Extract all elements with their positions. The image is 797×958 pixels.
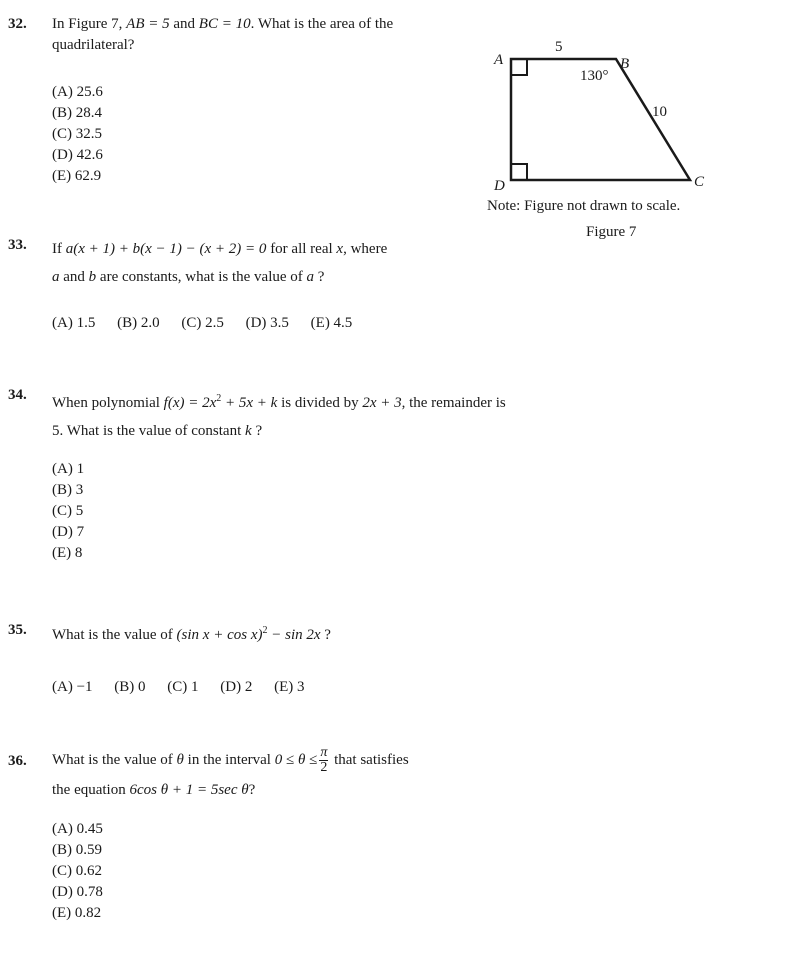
answer-option[interactable]: (C) 1	[167, 679, 199, 695]
text-segment: in the interval	[187, 752, 271, 768]
side-label-ab: 5	[555, 39, 563, 55]
question-text	[52, 745, 508, 805]
figure-note: Note: Figure not drawn to scale.	[487, 198, 681, 214]
question-text	[52, 235, 508, 291]
answer-option[interactable]: (B) 0.59	[52, 842, 102, 859]
answer-option[interactable]: (C) 32.5	[52, 126, 102, 142]
text-segment: that satisfies	[334, 752, 409, 768]
math-expression: + 5x + k	[225, 395, 278, 411]
math-expression: 6cos θ + 1 = 5sec θ	[129, 782, 249, 799]
text-segment: and	[63, 269, 85, 285]
text-segment: What is the value of	[52, 752, 173, 768]
vertex-label-d: D	[494, 178, 505, 194]
math-variable: a	[306, 269, 315, 285]
question-number: 34.	[8, 387, 27, 403]
question-32	[8, 14, 478, 187]
right-angle-marker-d	[511, 164, 527, 180]
text-segment: the equation	[52, 782, 126, 799]
right-angle-marker-a	[511, 59, 527, 75]
math-expression: AB = 5	[126, 16, 170, 32]
vertex-label-c: C	[694, 174, 705, 190]
answer-option[interactable]: (A) 1.5	[52, 315, 96, 331]
math-variable: k	[245, 423, 252, 439]
text-segment: is divided by	[281, 395, 359, 411]
fraction-numerator: π	[320, 745, 328, 761]
answer-option[interactable]: (B) 0	[114, 679, 146, 695]
answer-option[interactable]: (A) 0.45	[52, 821, 103, 838]
text-segment: In Figure 7,	[52, 16, 123, 32]
math-expression: f(x) = 2x	[163, 395, 217, 411]
figure-7-trapezoid	[470, 30, 790, 250]
answer-option[interactable]: (D) 0.78	[52, 884, 103, 901]
answer-option[interactable]: (E) 62.9	[52, 168, 102, 184]
fraction-denominator: 2	[320, 760, 328, 776]
vertex-label-b: B	[620, 56, 630, 72]
math-variable: a	[52, 269, 60, 285]
text-segment: , the remainder is 5. What is the value of constant	[52, 395, 506, 439]
math-variable: x	[336, 241, 344, 257]
math-expression: a(x + 1) + b(x − 1) − (x + 2) = 0	[65, 241, 267, 257]
answer-option[interactable]: (D) 42.6	[52, 147, 103, 163]
text-segment: ?	[248, 782, 256, 799]
text-segment: . What is the area of the quadrilateral?	[52, 16, 394, 53]
math-expression: BC = 10	[198, 16, 251, 32]
text-segment: for all real	[270, 241, 333, 257]
answer-option[interactable]: (C) 2.5	[181, 315, 224, 331]
math-variable: θ	[176, 752, 184, 768]
math-expression: 2x + 3	[362, 395, 402, 411]
answer-option[interactable]: (D) 2	[220, 679, 253, 695]
answer-option[interactable]: (A) 1	[52, 461, 85, 477]
math-exponent: 2	[216, 393, 222, 404]
answer-options	[52, 313, 508, 334]
text-segment: , where	[343, 241, 388, 257]
answer-options	[52, 677, 508, 698]
question-text	[52, 620, 508, 646]
math-expression: − sin 2x	[271, 627, 321, 643]
answer-option[interactable]: (C) 5	[52, 503, 84, 519]
question-number: 32.	[8, 16, 27, 32]
text-segment: ?	[255, 423, 263, 439]
text-segment: ?	[317, 269, 325, 285]
answer-option[interactable]: (C) 0.62	[52, 863, 102, 880]
answer-option[interactable]: (A) 25.6	[52, 84, 103, 100]
question-35	[8, 620, 508, 698]
math-exponent: 2	[262, 625, 268, 636]
math-expression: 0 ≤ θ ≤	[274, 752, 318, 768]
answer-option[interactable]: (E) 8	[52, 545, 83, 561]
question-text	[52, 385, 508, 445]
math-variable: b	[88, 269, 97, 285]
math-expression: (sin x + cos x)	[176, 627, 263, 643]
angle-label-b: 130°	[580, 68, 609, 84]
answer-option[interactable]: (D) 7	[52, 524, 85, 540]
text-segment: What is the value of	[52, 627, 173, 643]
answer-option[interactable]: (E) 3	[274, 679, 305, 695]
question-number: 35.	[8, 622, 27, 638]
answer-option[interactable]: (A) −1	[52, 679, 93, 695]
answer-option[interactable]: (E) 0.82	[52, 905, 102, 922]
question-text	[52, 14, 478, 56]
fraction-pi-over-2	[319, 746, 328, 775]
question-36	[8, 745, 508, 924]
question-33	[8, 235, 508, 334]
question-number: 36.	[8, 753, 27, 769]
question-34	[8, 385, 508, 564]
text-segment: ?	[324, 627, 331, 643]
question-number: 33.	[8, 237, 27, 253]
text-segment: are constants, what is the value of	[99, 269, 303, 285]
answer-option[interactable]: (E) 4.5	[310, 315, 353, 331]
answer-option[interactable]: (B) 28.4	[52, 105, 102, 121]
vertex-label-a: A	[494, 52, 504, 68]
answer-option[interactable]: (D) 3.5	[245, 315, 289, 331]
answer-options	[52, 459, 508, 564]
text-segment: If	[52, 241, 62, 257]
text-segment: When polynomial	[52, 395, 160, 411]
side-label-bc: 10	[652, 104, 667, 120]
figure-caption: Figure 7	[586, 224, 637, 240]
answer-options	[52, 82, 478, 187]
answer-option[interactable]: (B) 2.0	[117, 315, 160, 331]
answer-option[interactable]: (B) 3	[52, 482, 84, 498]
answer-options	[52, 819, 508, 924]
text-segment: and	[173, 16, 196, 32]
